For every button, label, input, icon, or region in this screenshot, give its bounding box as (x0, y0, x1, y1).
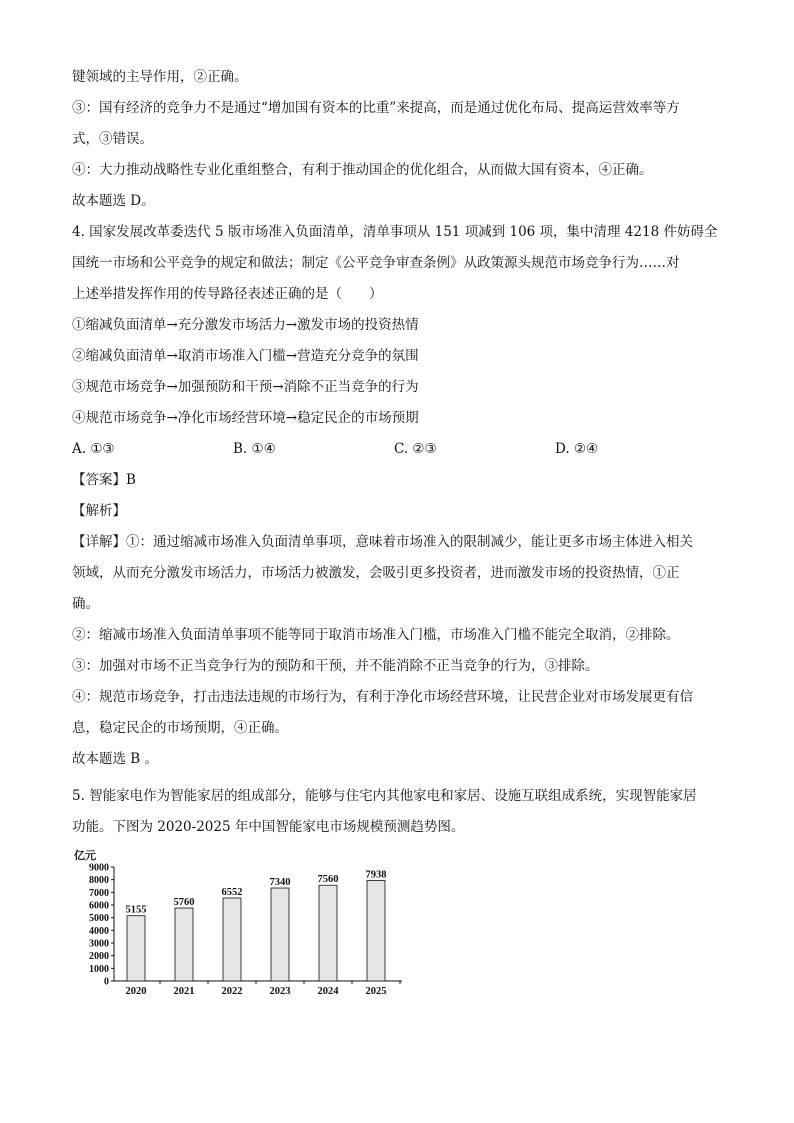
explain-line: ④：规范市场竞争，打击违法违规的市场行为，有利于净化市场经营环境，让民营企业对市场发展更有信 (72, 689, 693, 705)
text-line: 功能。下图为 2020-2025 年中国智能家电市场规模预测趋势图。 (72, 819, 465, 835)
y-axis-label: 亿元 (74, 850, 96, 862)
data-label-2024: 7560 (317, 874, 339, 886)
explain-line: 确。 (72, 596, 99, 612)
x-tick-label-2020: 2020 (125, 986, 147, 997)
question-5-stem: 5. 智能家电作为智能家居的组成部分，能够与住宅内其他家电和家居、设施互联组成系统，实现智能家居 (72, 788, 697, 804)
text-line: 国统一市场和公平竞争的规定和做法；制定《公平竞争审查条例》从政策源头规范市场竞争行为……对 (72, 255, 680, 271)
explain-line: ③：加强对市场不正当竞争行为的预防和干预，并不能消除不正当竞争的行为，③排除。 (72, 658, 599, 674)
answer-line: 【答案】B (72, 472, 136, 488)
bar-2022 (223, 898, 241, 981)
text-line: ③：国有经济的竞争力不是通过“增加国有资本的比重”来提高，而是通过优化布局、提高运营效率等方 (72, 100, 680, 116)
option-b: B. ①④ (233, 441, 276, 457)
y-tick-label: 3000 (89, 938, 109, 950)
data-label-2025: 7938 (365, 869, 387, 881)
data-label-2020: 5155 (125, 904, 147, 916)
data-label-2021: 5760 (173, 897, 195, 909)
text-line: ④：大力推动战略性专业化重组整合，有利于推动国企的优化组合，从而做大国有资本，④正确。 (72, 162, 653, 178)
market-size-chart (72, 849, 412, 1009)
option-d: D. ②④ (555, 441, 599, 457)
statement-1: ①缩减负面清单→充分激发市场活力→激发市场的投资热情 (72, 317, 419, 333)
y-tick-label: 1000 (89, 963, 109, 975)
statement-3: ③规范市场竞争→加强预防和干预→消除不正当竞争的行为 (72, 379, 419, 395)
y-tick-label: 4000 (89, 925, 109, 937)
explain-line: 息，稳定民企的市场预期，④正确。 (72, 720, 288, 736)
option-c: C. ②③ (394, 441, 437, 457)
explain-line: 【详解】①：通过缩减市场准入负面清单事项，意味着市场准入的限制减少，能让更多市场主体进入相关 (72, 534, 693, 550)
y-tick-label: 5000 (89, 913, 109, 925)
text-line: 键领域的主导作用，②正确。 (72, 69, 248, 85)
x-tick-label-2023: 2023 (269, 986, 291, 997)
data-label-2022: 6552 (221, 887, 243, 899)
bar-2025 (367, 880, 385, 981)
bar-2024 (319, 885, 337, 981)
y-tick-label: 6000 (89, 900, 109, 912)
text-line: 上述举措发挥作用的传导路径表述正确的是（ ） (72, 286, 383, 302)
statement-4: ④规范市场竞争→净化市场经营环境→稳定民企的市场预期 (72, 410, 419, 426)
text-line: 式，③错误。 (72, 131, 153, 147)
bar-2023 (271, 888, 289, 981)
x-tick-label-2021: 2021 (173, 986, 195, 997)
option-a: A. ①③ (72, 441, 115, 457)
document-page (72, 62, 722, 1009)
answer-options (72, 434, 722, 465)
question-4-stem: 4. 国家发展改革委迭代 5 版市场准入负面清单，清单事项从 151 项减到 106 项，集中清理 4218 件妨碍全 (72, 224, 718, 240)
explain-line: 故本题选 B 。 (72, 751, 159, 767)
analysis-label: 【解析】 (72, 503, 126, 519)
bar-chart-svg (72, 849, 412, 1009)
y-tick-label: 9000 (89, 862, 109, 874)
y-tick-label: 7000 (89, 887, 109, 899)
text-line: 故本题选 D。 (72, 193, 155, 209)
x-tick-label-2025: 2025 (365, 986, 387, 997)
data-label-2023: 7340 (269, 877, 291, 889)
bar-2021 (175, 908, 193, 981)
x-tick-label-2022: 2022 (221, 986, 243, 997)
explain-line: 领域，从而充分激发市场活力，市场活力被激发，会吸引更多投资者，进而激发市场的投资热情，①正 (72, 565, 680, 581)
y-tick-label: 0 (104, 976, 109, 988)
explain-line: ②：缩减市场准入负面清单事项不能等同于取消市场准入门槛，市场准入门槛不能完全取消，②排除。 (72, 627, 680, 643)
x-tick-label-2024: 2024 (317, 986, 339, 997)
y-tick-label: 8000 (89, 875, 109, 887)
statement-2: ②缩减负面清单→取消市场准入门槛→营造充分竞争的氛围 (72, 348, 419, 364)
bar-2020 (127, 916, 145, 981)
y-tick-label: 2000 (89, 951, 109, 963)
